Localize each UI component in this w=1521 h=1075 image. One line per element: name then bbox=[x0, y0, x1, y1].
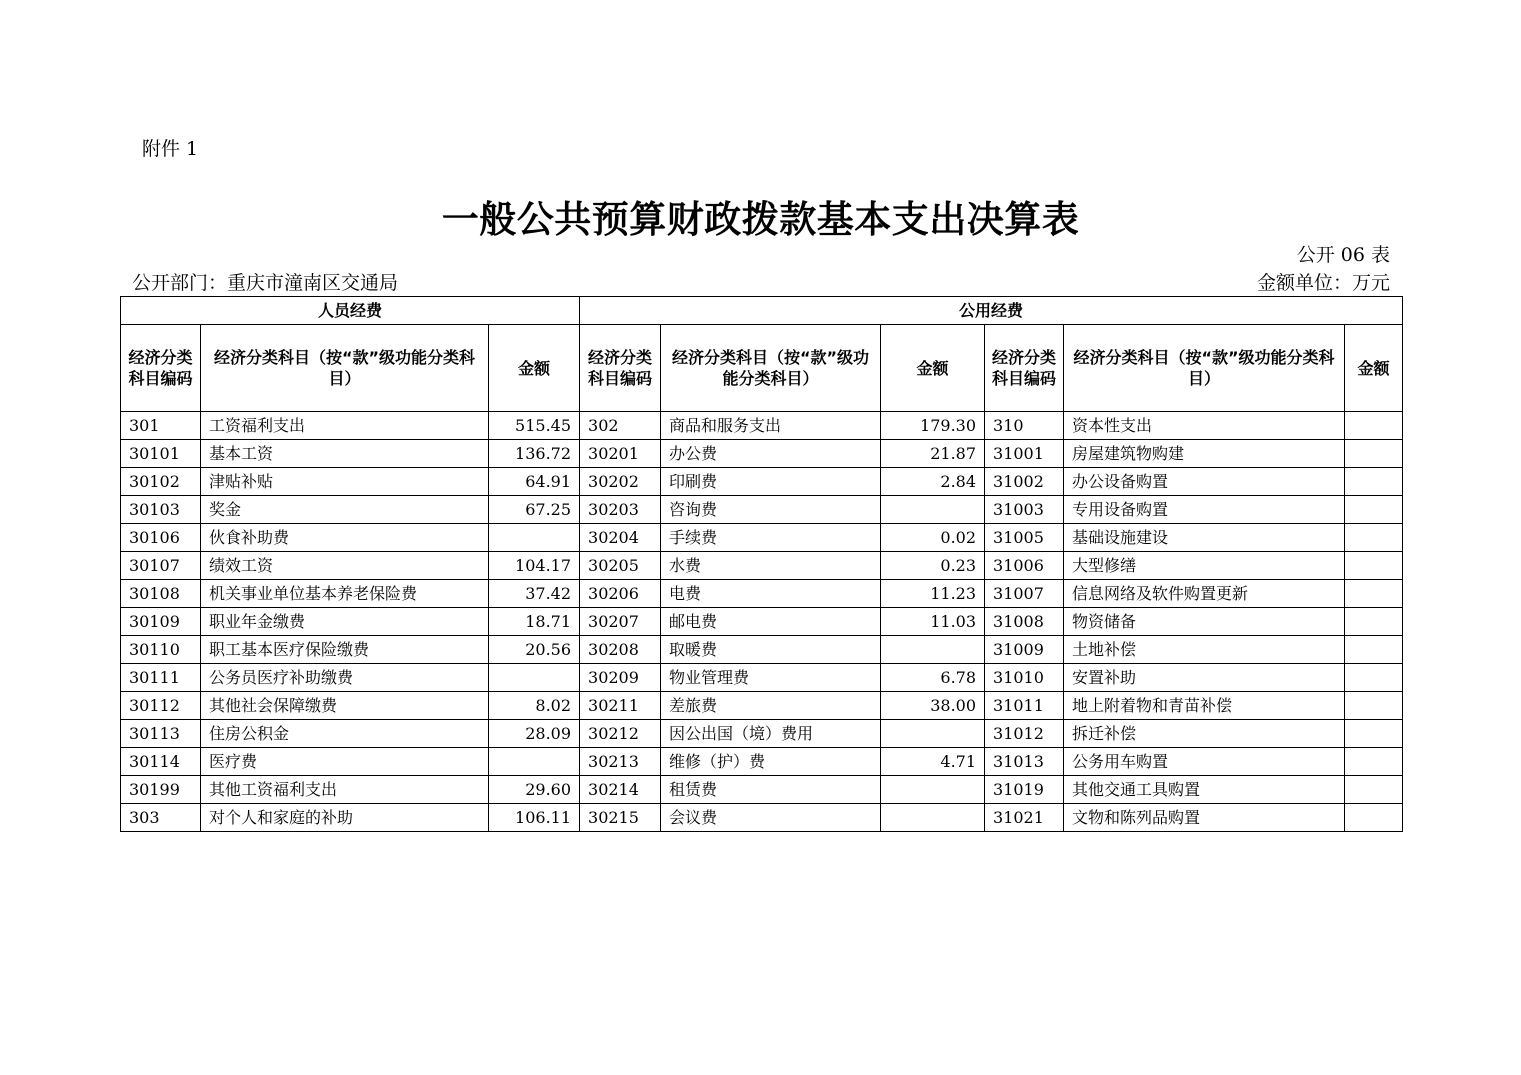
name-cell: 土地补偿 bbox=[1064, 636, 1345, 664]
amount-cell bbox=[489, 664, 580, 692]
code-cell: 30211 bbox=[580, 692, 661, 720]
code-cell: 30205 bbox=[580, 552, 661, 580]
code-cell: 30203 bbox=[580, 496, 661, 524]
amount-cell: 0.23 bbox=[881, 552, 985, 580]
amount-cell bbox=[1345, 748, 1403, 776]
name-cell: 物业管理费 bbox=[661, 664, 881, 692]
amount-cell bbox=[1345, 608, 1403, 636]
code-cell: 31009 bbox=[985, 636, 1064, 664]
code-cell: 310 bbox=[985, 412, 1064, 440]
unit-label: 金额单位：万元 bbox=[1256, 272, 1390, 294]
table-row bbox=[121, 468, 1403, 496]
table-row bbox=[121, 412, 1403, 440]
amount-cell: 8.02 bbox=[489, 692, 580, 720]
name-cell: 津贴补贴 bbox=[201, 468, 489, 496]
amount-cell: 29.60 bbox=[489, 776, 580, 804]
code-cell: 30212 bbox=[580, 720, 661, 748]
table-row bbox=[121, 608, 1403, 636]
code-cell: 31008 bbox=[985, 608, 1064, 636]
column-header-name: 经济分类科目（按“款”级功能分类科目） bbox=[201, 325, 489, 412]
amount-cell: 0.02 bbox=[881, 524, 985, 552]
amount-cell: 64.91 bbox=[489, 468, 580, 496]
code-cell: 30213 bbox=[580, 748, 661, 776]
code-cell: 31001 bbox=[985, 440, 1064, 468]
table-row bbox=[121, 804, 1403, 832]
code-cell: 31003 bbox=[985, 496, 1064, 524]
column-header-name: 经济分类科目（按“款”级功能分类科目） bbox=[661, 325, 881, 412]
table-row bbox=[121, 692, 1403, 720]
code-cell: 30206 bbox=[580, 580, 661, 608]
name-cell: 印刷费 bbox=[661, 468, 881, 496]
column-header-name: 经济分类科目（按“款”级功能分类科目） bbox=[1064, 325, 1345, 412]
amount-cell bbox=[881, 496, 985, 524]
name-cell: 对个人和家庭的补助 bbox=[201, 804, 489, 832]
name-cell: 大型修缮 bbox=[1064, 552, 1345, 580]
table-code: 公开 06 表 bbox=[1296, 244, 1390, 266]
code-cell: 31013 bbox=[985, 748, 1064, 776]
table-row bbox=[121, 440, 1403, 468]
name-cell: 房屋建筑物购建 bbox=[1064, 440, 1345, 468]
department-label: 公开部门：重庆市潼南区交通局 bbox=[132, 272, 399, 294]
amount-cell: 6.78 bbox=[881, 664, 985, 692]
name-cell: 文物和陈列品购置 bbox=[1064, 804, 1345, 832]
name-cell: 安置补助 bbox=[1064, 664, 1345, 692]
code-cell: 30199 bbox=[121, 776, 201, 804]
name-cell: 工资福利支出 bbox=[201, 412, 489, 440]
amount-cell bbox=[1345, 664, 1403, 692]
attachment-label: 附件 1 bbox=[142, 138, 199, 160]
amount-cell bbox=[1345, 524, 1403, 552]
amount-cell bbox=[881, 776, 985, 804]
amount-cell bbox=[881, 636, 985, 664]
code-cell: 31006 bbox=[985, 552, 1064, 580]
code-cell: 30110 bbox=[121, 636, 201, 664]
column-header-amount: 金额 bbox=[489, 325, 580, 412]
code-cell: 31019 bbox=[985, 776, 1064, 804]
name-cell: 信息网络及软件购置更新 bbox=[1064, 580, 1345, 608]
column-header-code: 经济分类科目编码 bbox=[580, 325, 661, 412]
amount-cell: 67.25 bbox=[489, 496, 580, 524]
code-cell: 30112 bbox=[121, 692, 201, 720]
name-cell: 其他工资福利支出 bbox=[201, 776, 489, 804]
amount-cell bbox=[489, 524, 580, 552]
code-cell: 31021 bbox=[985, 804, 1064, 832]
code-cell: 30215 bbox=[580, 804, 661, 832]
code-cell: 30103 bbox=[121, 496, 201, 524]
code-cell: 31010 bbox=[985, 664, 1064, 692]
code-cell: 30106 bbox=[121, 524, 201, 552]
table-row bbox=[121, 552, 1403, 580]
code-cell: 30114 bbox=[121, 748, 201, 776]
amount-cell: 104.17 bbox=[489, 552, 580, 580]
name-cell: 因公出国（境）费用 bbox=[661, 720, 881, 748]
name-cell: 维修（护）费 bbox=[661, 748, 881, 776]
amount-cell: 18.71 bbox=[489, 608, 580, 636]
name-cell: 会议费 bbox=[661, 804, 881, 832]
code-cell: 30207 bbox=[580, 608, 661, 636]
name-cell: 电费 bbox=[661, 580, 881, 608]
code-cell: 30107 bbox=[121, 552, 201, 580]
column-header-code: 经济分类科目编码 bbox=[985, 325, 1064, 412]
amount-cell: 136.72 bbox=[489, 440, 580, 468]
code-cell: 302 bbox=[580, 412, 661, 440]
name-cell: 商品和服务支出 bbox=[661, 412, 881, 440]
group-header-personnel: 人员经费 bbox=[121, 297, 580, 325]
name-cell: 拆迁补偿 bbox=[1064, 720, 1345, 748]
code-cell: 31002 bbox=[985, 468, 1064, 496]
table-row bbox=[121, 524, 1403, 552]
amount-cell bbox=[1345, 552, 1403, 580]
code-cell: 30109 bbox=[121, 608, 201, 636]
amount-cell: 11.23 bbox=[881, 580, 985, 608]
table-row bbox=[121, 580, 1403, 608]
code-cell: 31005 bbox=[985, 524, 1064, 552]
name-cell: 职业年金缴费 bbox=[201, 608, 489, 636]
name-cell: 差旅费 bbox=[661, 692, 881, 720]
expenditure-table bbox=[120, 296, 1403, 832]
name-cell: 绩效工资 bbox=[201, 552, 489, 580]
code-cell: 30101 bbox=[121, 440, 201, 468]
amount-cell bbox=[881, 720, 985, 748]
amount-cell bbox=[1345, 720, 1403, 748]
amount-cell: 11.03 bbox=[881, 608, 985, 636]
code-cell: 31012 bbox=[985, 720, 1064, 748]
group-header-public: 公用经费 bbox=[580, 297, 1403, 325]
name-cell: 基础设施建设 bbox=[1064, 524, 1345, 552]
amount-cell bbox=[1345, 580, 1403, 608]
amount-cell: 20.56 bbox=[489, 636, 580, 664]
name-cell: 专用设备购置 bbox=[1064, 496, 1345, 524]
amount-cell bbox=[1345, 412, 1403, 440]
code-cell: 31011 bbox=[985, 692, 1064, 720]
name-cell: 基本工资 bbox=[201, 440, 489, 468]
table-row bbox=[121, 776, 1403, 804]
code-cell: 303 bbox=[121, 804, 201, 832]
name-cell: 其他社会保障缴费 bbox=[201, 692, 489, 720]
amount-cell: 38.00 bbox=[881, 692, 985, 720]
name-cell: 租赁费 bbox=[661, 776, 881, 804]
amount-cell bbox=[881, 804, 985, 832]
name-cell: 办公费 bbox=[661, 440, 881, 468]
column-header-code: 经济分类科目编码 bbox=[121, 325, 201, 412]
amount-cell: 37.42 bbox=[489, 580, 580, 608]
table-row bbox=[121, 636, 1403, 664]
amount-cell: 179.30 bbox=[881, 412, 985, 440]
table-row bbox=[121, 720, 1403, 748]
amount-cell bbox=[1345, 776, 1403, 804]
name-cell: 医疗费 bbox=[201, 748, 489, 776]
amount-cell: 4.71 bbox=[881, 748, 985, 776]
amount-cell bbox=[1345, 804, 1403, 832]
table-body bbox=[121, 412, 1403, 832]
name-cell: 办公设备购置 bbox=[1064, 468, 1345, 496]
column-header-amount: 金额 bbox=[1345, 325, 1403, 412]
name-cell: 手续费 bbox=[661, 524, 881, 552]
code-cell: 30111 bbox=[121, 664, 201, 692]
page-title: 一般公共预算财政拨款基本支出决算表 bbox=[441, 198, 1080, 241]
name-cell: 机关事业单位基本养老保险费 bbox=[201, 580, 489, 608]
code-cell: 30102 bbox=[121, 468, 201, 496]
table-row bbox=[121, 748, 1403, 776]
name-cell: 物资储备 bbox=[1064, 608, 1345, 636]
amount-cell bbox=[1345, 636, 1403, 664]
amount-cell bbox=[489, 748, 580, 776]
code-cell: 30209 bbox=[580, 664, 661, 692]
name-cell: 奖金 bbox=[201, 496, 489, 524]
amount-cell: 515.45 bbox=[489, 412, 580, 440]
code-cell: 30208 bbox=[580, 636, 661, 664]
name-cell: 伙食补助费 bbox=[201, 524, 489, 552]
name-cell: 公务员医疗补助缴费 bbox=[201, 664, 489, 692]
amount-cell: 2.84 bbox=[881, 468, 985, 496]
amount-cell bbox=[1345, 692, 1403, 720]
name-cell: 职工基本医疗保险缴费 bbox=[201, 636, 489, 664]
amount-cell: 21.87 bbox=[881, 440, 985, 468]
name-cell: 水费 bbox=[661, 552, 881, 580]
code-cell: 30108 bbox=[121, 580, 201, 608]
code-cell: 30201 bbox=[580, 440, 661, 468]
name-cell: 咨询费 bbox=[661, 496, 881, 524]
name-cell: 取暖费 bbox=[661, 636, 881, 664]
table-row bbox=[121, 664, 1403, 692]
column-header-amount: 金额 bbox=[881, 325, 985, 412]
amount-cell bbox=[1345, 468, 1403, 496]
code-cell: 31007 bbox=[985, 580, 1064, 608]
code-cell: 301 bbox=[121, 412, 201, 440]
name-cell: 住房公积金 bbox=[201, 720, 489, 748]
table-row bbox=[121, 496, 1403, 524]
amount-cell bbox=[1345, 440, 1403, 468]
code-cell: 30214 bbox=[580, 776, 661, 804]
code-cell: 30204 bbox=[580, 524, 661, 552]
name-cell: 资本性支出 bbox=[1064, 412, 1345, 440]
code-cell: 30202 bbox=[580, 468, 661, 496]
code-cell: 30113 bbox=[121, 720, 201, 748]
amount-cell bbox=[1345, 496, 1403, 524]
name-cell: 公务用车购置 bbox=[1064, 748, 1345, 776]
amount-cell: 28.09 bbox=[489, 720, 580, 748]
name-cell: 邮电费 bbox=[661, 608, 881, 636]
name-cell: 其他交通工具购置 bbox=[1064, 776, 1345, 804]
name-cell: 地上附着物和青苗补偿 bbox=[1064, 692, 1345, 720]
amount-cell: 106.11 bbox=[489, 804, 580, 832]
